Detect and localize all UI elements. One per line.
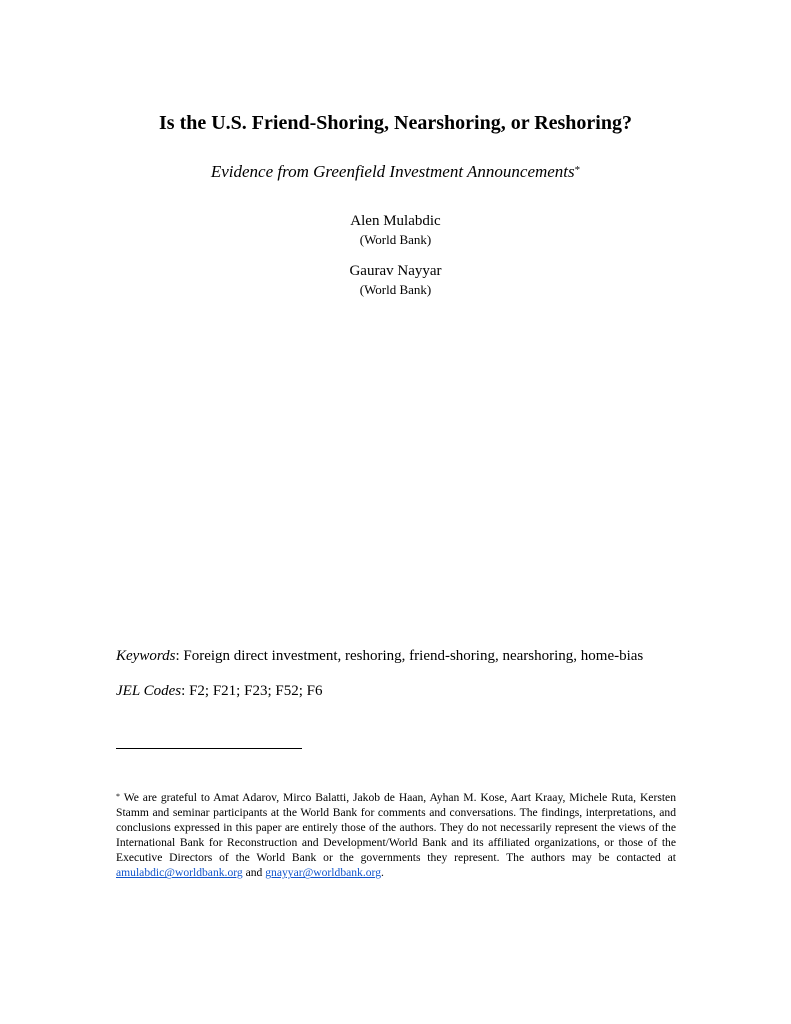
- author-affiliation: (World Bank): [359, 282, 432, 297]
- footnote-divider: [116, 748, 302, 749]
- keywords-line: [116, 647, 686, 666]
- author-name: Gaurav Nayyar: [349, 263, 442, 279]
- keywords-text: Foreign direct investment, reshoring, friend-shoring, nearshoring, home-bias: [183, 648, 644, 664]
- jel-label: JEL Codes: [116, 683, 182, 699]
- jel-separator: :: [181, 683, 190, 699]
- author-name: Alen Mulabdic: [350, 213, 441, 229]
- keywords-label: Keywords: [116, 648, 176, 664]
- email-link-nayyar[interactable]: gnayyar@worldbank.org: [265, 866, 381, 880]
- author-block-2: [0, 262, 791, 298]
- author-block-1: [0, 212, 791, 248]
- footnote-end: .: [381, 866, 384, 880]
- footnote: [116, 790, 676, 881]
- paper-title: Is the U.S. Friend-Shoring, Nearshoring, or Reshoring?: [159, 112, 632, 134]
- jel-codes-line: [116, 682, 686, 701]
- keywords-separator: :: [175, 648, 184, 664]
- footnote-conjunction: and: [242, 866, 266, 880]
- paper-subtitle: [0, 161, 791, 183]
- subtitle-footnote-marker: *: [574, 164, 581, 176]
- jel-text: F2; F21; F23; F52; F6: [189, 683, 323, 699]
- subtitle-text: Evidence from Greenfield Investment Announcements: [210, 162, 575, 181]
- author-affiliation: (World Bank): [359, 232, 432, 247]
- email-link-mulabdic[interactable]: amulabdic@worldbank.org: [116, 866, 243, 880]
- footnote-marker: *: [116, 792, 120, 801]
- footnote-text: We are grateful to Amat Adarov, Mirco Balatti, Jakob de Haan, Ayhan M. Kose, Aart Kraay, Michele Ruta, Kersten Stamm and seminar participants at the World Bank for comments and conversations. The findings, interpretations, and conclusions expressed in this paper are entirely those of the authors. They do not necessarily represent the views of the International Bank for Reconstruction and Development/World Bank and its affiliated organizations, or those of the Executive Directors of the World Bank or the governments they represent. The authors may be contacted at: [116, 791, 676, 865]
